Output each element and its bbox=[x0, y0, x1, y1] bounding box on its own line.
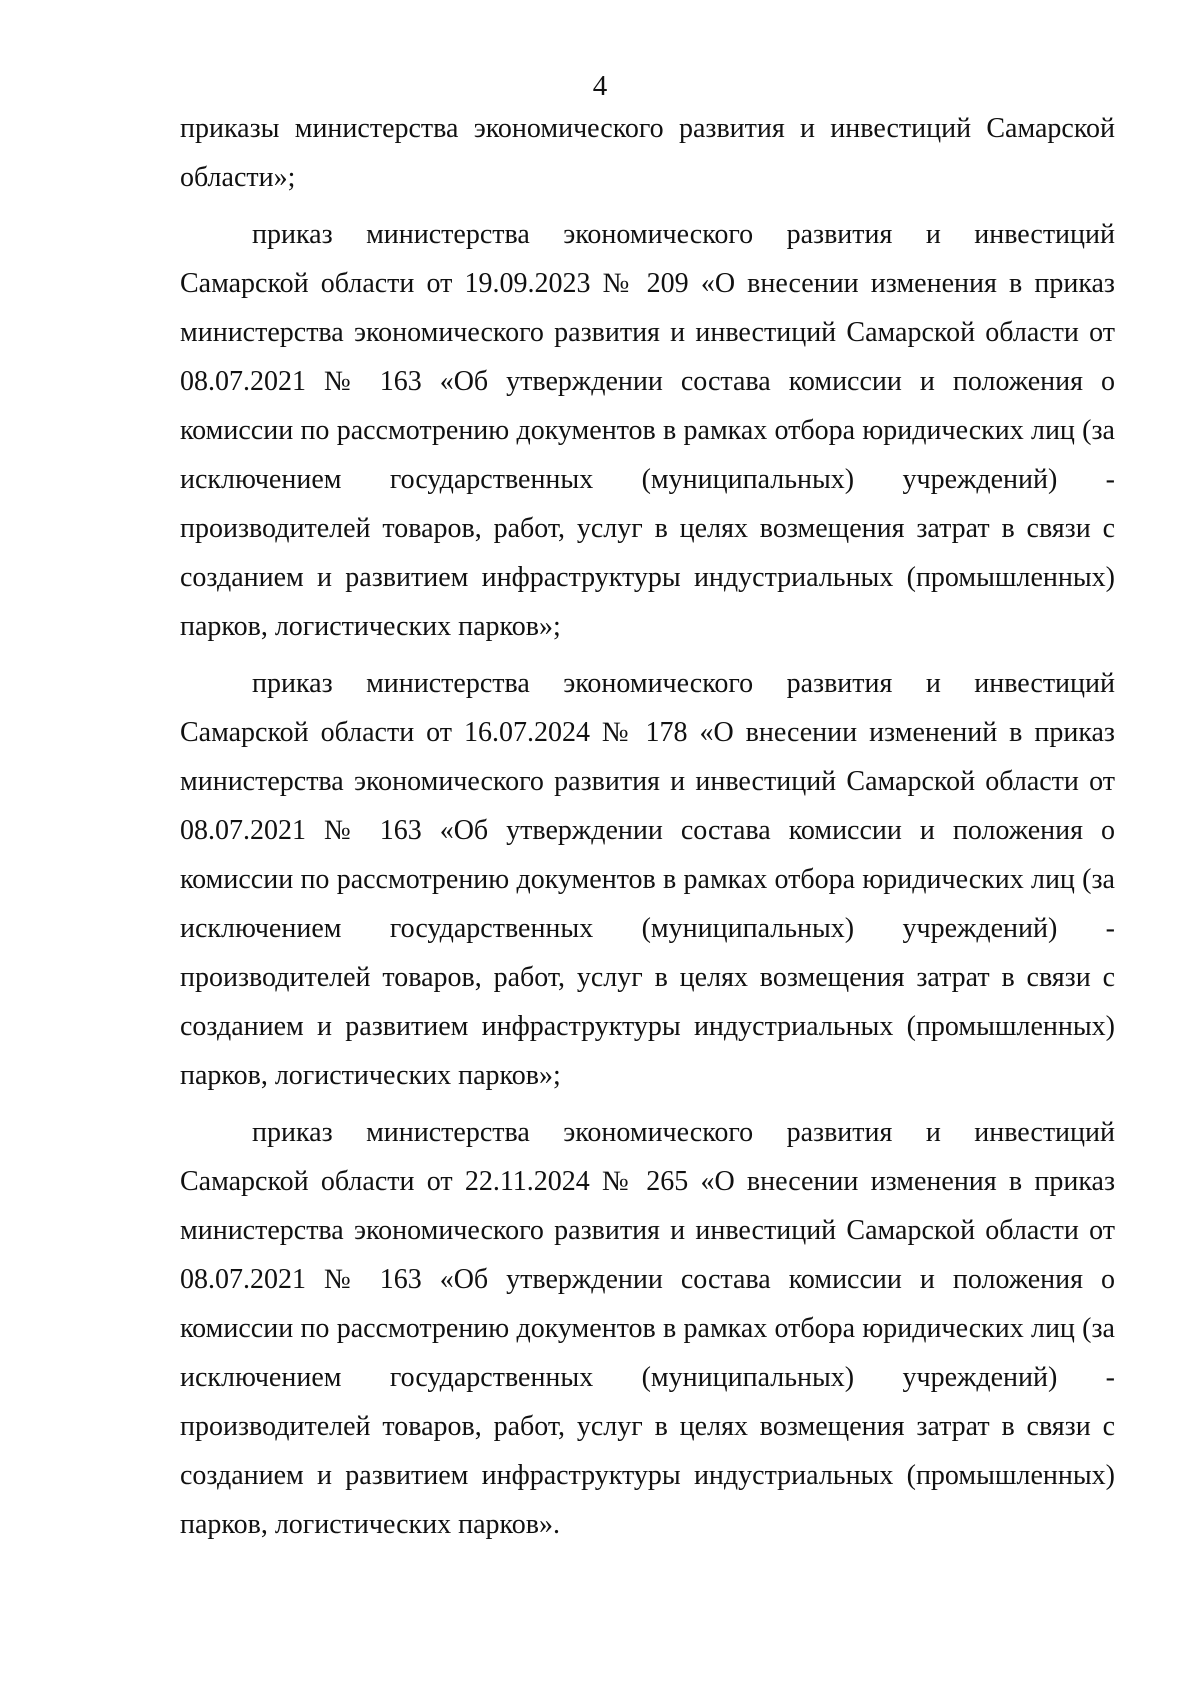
paragraph-order-265: приказ министерства экономического развития и инвестиций Самарской области от 22.11.2024 № 265 «О внесении изменения в приказ министерства экономического развития и инвестиций Самарской области от 08.07.2021 № 163 «Об утверждении состава комиссии и положения о комиссии по рассмотрению документов в рамках отбора юридических лиц (за исключением государственных (муниципальных) учреждений) - производителей товаров, работ, услуг в целях возмещения затрат в связи с созданием и развитием инфраструктуры индустриальных (промышленных) парков, логистических парков». bbox=[180, 1117, 1115, 1540]
paragraph-order-178: приказ министерства экономического развития и инвестиций Самарской области от 16.07.2024 № 178 «О внесении изменений в приказ министерства экономического развития и инвестиций Самарской области от 08.07.2021 № 163 «Об утверждении состава комиссии и положения о комиссии по рассмотрению документов в рамках отбора юридических лиц (за исключением государственных (муниципальных) учреждений) - производителей товаров, работ, услуг в целях возмещения затрат в связи с созданием и развитием инфраструктуры индустриальных (промышленных) парков, логистических парков»; bbox=[180, 668, 1115, 1091]
paragraph-continuation: приказы министерства экономического развития и инвестиций Самарской области»; bbox=[180, 113, 1115, 193]
page-number: 4 bbox=[592, 70, 608, 102]
paragraph-order-209: приказ министерства экономического развития и инвестиций Самарской области от 19.09.2023 № 209 «О внесении изменения в приказ министерства экономического развития и инвестиций Самарской области от 08.07.2021 № 163 «Об утверждении состава комиссии и положения о комиссии по рассмотрению документов в рамках отбора юридических лиц (за исключением государственных (муниципальных) учреждений) - производителей товаров, работ, услуг в целях возмещения затрат в связи с созданием и развитием инфраструктуры индустриальных (промышленных) парков, логистических парков»; bbox=[180, 219, 1115, 642]
document-body bbox=[180, 104, 1115, 1557]
